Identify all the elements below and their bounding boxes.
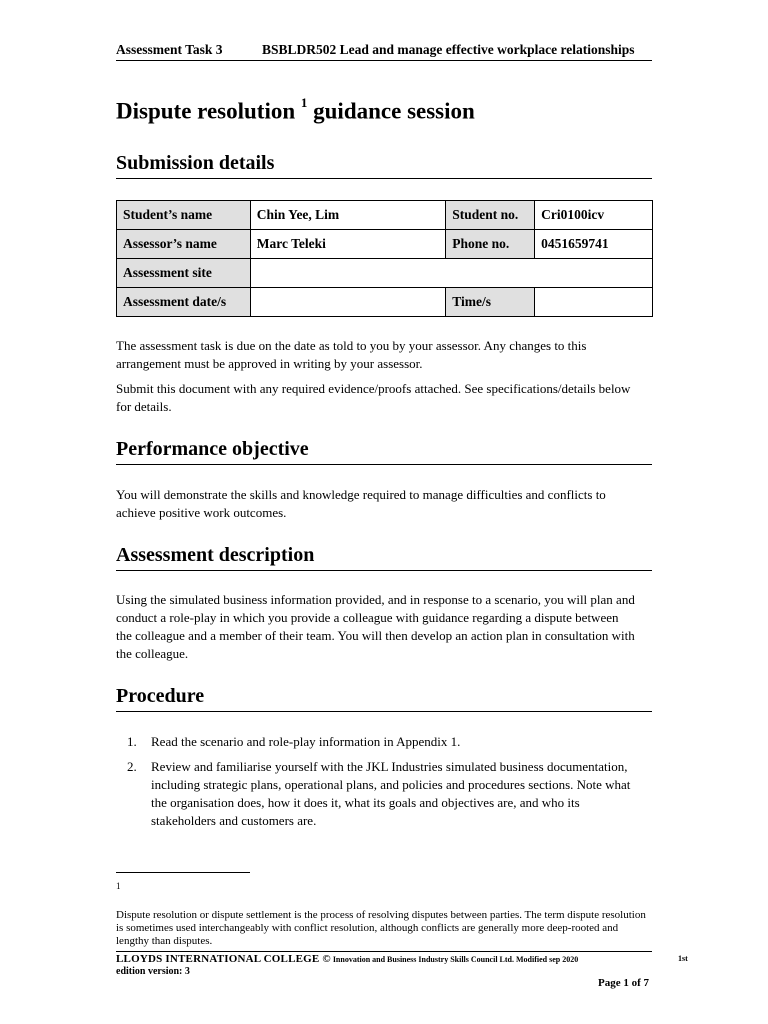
submission-due-paragraph: The assessment task is due on the date as told to you by your assessor. Any changes to this arrangement must be approved in writing by your assessor.	[116, 338, 587, 371]
header-task: Assessment Task 3	[116, 42, 223, 57]
title-text-end: guidance session	[307, 98, 475, 124]
performance-paragraph: You will demonstrate the skills and knowledge required to manage difficulties and conflicts to achieve positive work outcomes.	[116, 487, 606, 520]
procedure-list	[116, 733, 646, 837]
heading-procedure: Procedure	[116, 684, 652, 712]
time-label: Time/s	[446, 288, 535, 317]
header-unit: BSBLDR502 Lead and manage effective workplace relationships	[262, 42, 635, 57]
student-name-value[interactable]: Chin Yee, Lim	[250, 201, 445, 230]
description-paragraph: Using the simulated business information provided, and in response to a scenario, you will plan and conduct a role-play in which you provide a colleague with guidance regarding a dispute between the colleague and a member of their team. You will then develop an action plan in consultation with the colleague.	[116, 592, 635, 661]
list-item-number: 1.	[127, 734, 137, 749]
footnote-separator	[116, 872, 250, 873]
page-number: Page 1 of 7	[598, 977, 650, 989]
list-item-text: Review and familiarise yourself with the JKL Industries simulated business documentation, including strategic plans, operational plans, and policies and procedures sections. Note what the organisation does, how it does it, what its goals and objectives are, and who its stakeholders and customers are.	[151, 759, 631, 828]
assessment-date-value[interactable]	[250, 288, 445, 317]
heading-assessment-description: Assessment description	[116, 543, 652, 571]
list-item	[116, 758, 646, 830]
footer-rule	[116, 951, 652, 952]
assessment-date-label: Assessment date/s	[117, 288, 251, 317]
phone-no-value[interactable]: 0451659741	[535, 230, 653, 259]
footer-credit: Innovation and Business Industry Skills Council Ltd. Modified sep 2020	[330, 955, 579, 964]
assessment-site-value[interactable]	[250, 259, 652, 288]
student-no-label: Student no.	[446, 201, 535, 230]
time-value[interactable]	[535, 288, 653, 317]
list-item	[116, 733, 646, 751]
table-row	[117, 288, 653, 317]
submission-evidence-paragraph: Submit this document with any required evidence/proofs attached. See specifications/details below for details.	[116, 381, 631, 414]
title-footnote-ref[interactable]: 1	[300, 95, 308, 110]
table-row	[117, 201, 653, 230]
footer-edition-mark: 1st	[678, 954, 688, 963]
footnote-mark: 1	[116, 881, 121, 891]
heading-performance-objective: Performance objective	[116, 437, 652, 465]
submission-table	[116, 200, 653, 317]
phone-no-label: Phone no.	[446, 230, 535, 259]
page-footer	[116, 953, 688, 978]
footer-edition: edition version: 3	[116, 966, 190, 977]
assessment-site-label: Assessment site	[117, 259, 251, 288]
student-no-value[interactable]: Cri0100icv	[535, 201, 653, 230]
table-row	[117, 259, 653, 288]
running-header	[116, 42, 652, 61]
table-row	[117, 230, 653, 259]
list-item-text: Read the scenario and role-play information in Appendix 1.	[151, 734, 461, 749]
title-text-start: Dispute resolution	[116, 98, 301, 124]
student-name-label: Student’s name	[117, 201, 251, 230]
assessor-name-label: Assessor’s name	[117, 230, 251, 259]
list-item-number: 2.	[127, 759, 137, 774]
assessor-name-value[interactable]: Marc Teleki	[250, 230, 445, 259]
heading-submission-details: Submission details	[116, 151, 652, 179]
footnote-text: Dispute resolution or dispute settlement is the process of resolving disputes between parties. The term dispute resolution is sometimes used interchangeably with conflict resolution, although conflicts are generally more deep-rooted and lengthy than disputes.	[116, 909, 646, 947]
footer-college: LLOYDS INTERNATIONAL COLLEGE ©	[116, 953, 331, 965]
page-title	[116, 95, 475, 125]
